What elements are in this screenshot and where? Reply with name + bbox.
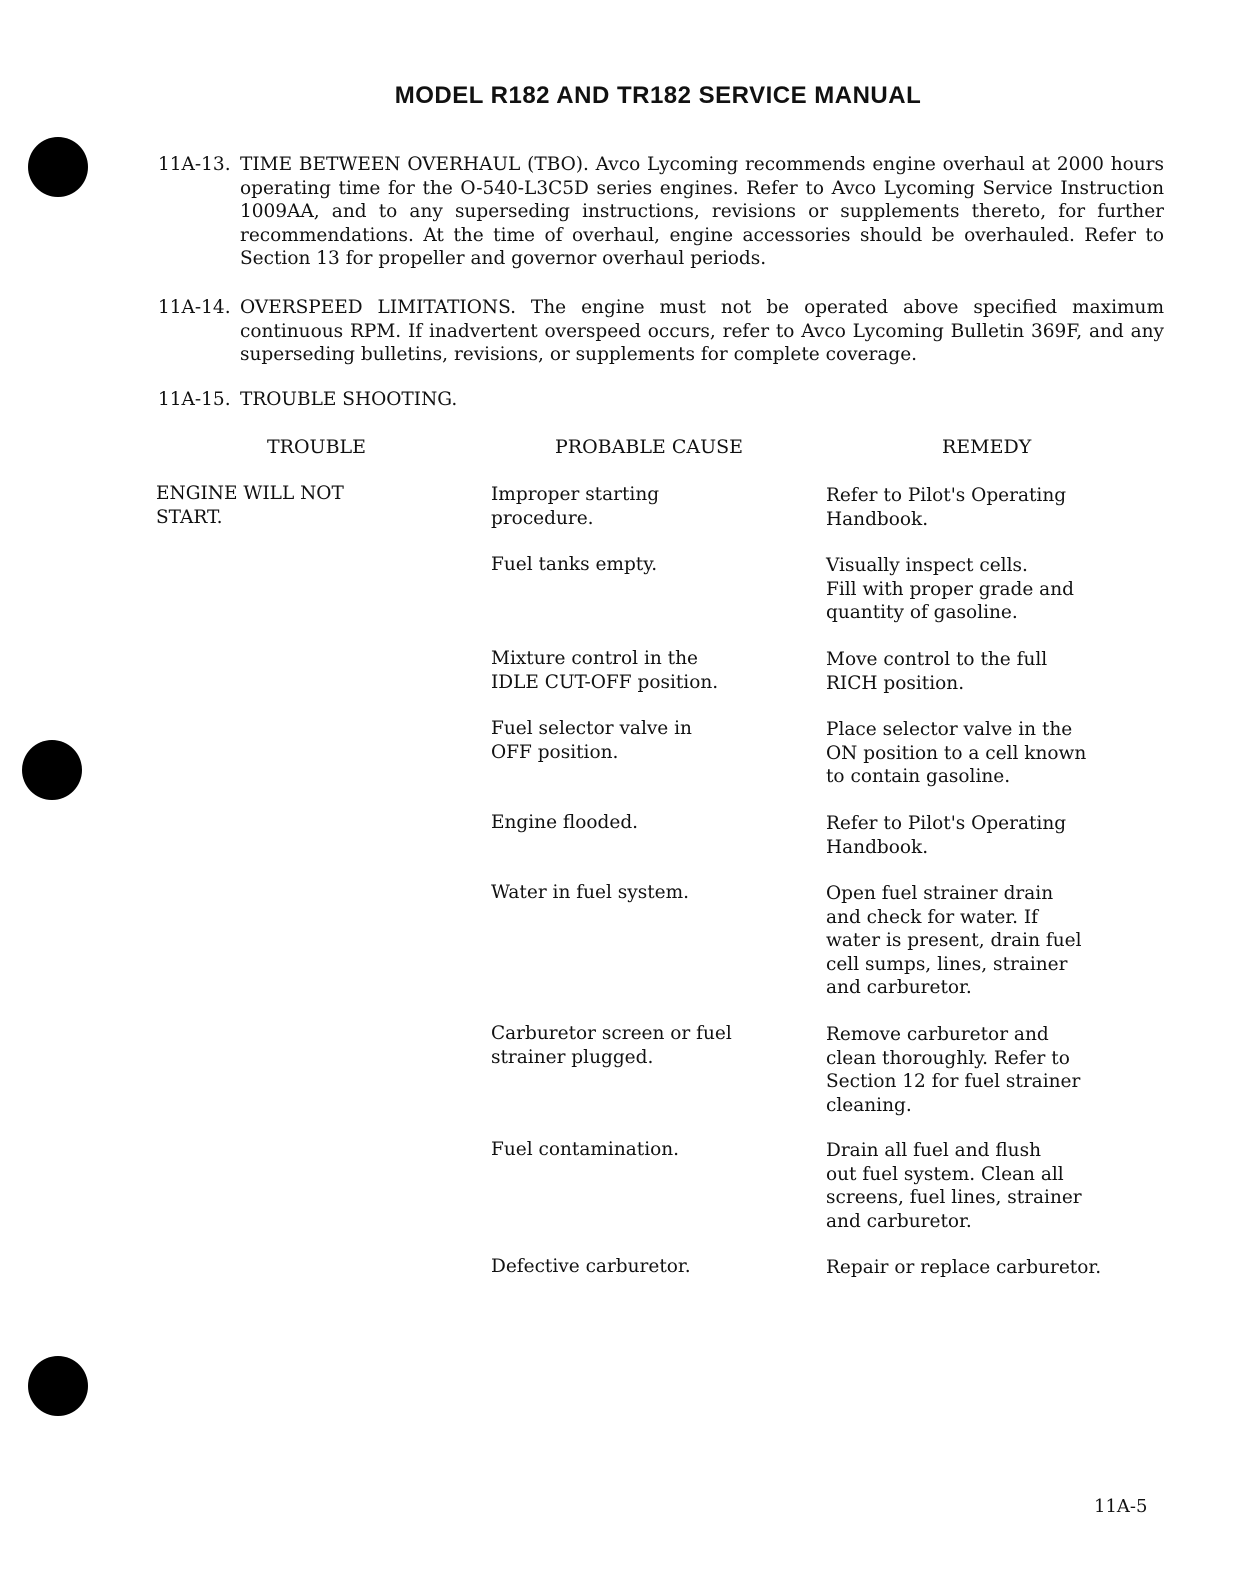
remedy-line: Handbook. bbox=[826, 836, 929, 858]
header-probable-cause: PROBABLE CAUSE bbox=[555, 436, 743, 458]
binder-hole-top bbox=[28, 137, 88, 197]
cause-cell bbox=[491, 881, 791, 905]
remedy-line: quantity of gasoline. bbox=[826, 602, 1018, 623]
remedy-line: Fill with proper grade and bbox=[826, 578, 1074, 600]
cause-line: Fuel selector valve in bbox=[491, 718, 692, 739]
remedy-cell bbox=[826, 882, 1156, 1000]
remedy-line: out fuel system. Clean all bbox=[826, 1163, 1064, 1185]
section-text: TIME BETWEEN OVERHAUL (TBO). Avco Lycoming recommends engine overhaul at 2000 hours operating time for the O-540-L3C5D series engines. Refer to Avco Lycoming Service Instruction 1009AA, and to any superseding instructions, revisions or supplements thereto, for further recommendations. At the time of overhaul, engine accessories should be overhauled. Refer to Section 13 for propeller and governor overhaul periods. bbox=[240, 154, 1164, 269]
cause-cell bbox=[491, 1255, 791, 1279]
remedy-line: Repair or replace carburetor. bbox=[826, 1257, 1102, 1278]
remedy-cell bbox=[826, 648, 1156, 695]
cause-cell bbox=[491, 717, 791, 764]
cause-line: strainer plugged. bbox=[491, 1046, 654, 1068]
remedy-line: Place selector valve in the bbox=[826, 719, 1073, 740]
cause-line: Engine flooded. bbox=[491, 812, 639, 833]
binder-hole-bottom bbox=[28, 1356, 88, 1416]
cause-line: IDLE CUT-OFF position. bbox=[491, 671, 719, 693]
cause-cell bbox=[491, 1138, 791, 1162]
cause-line: OFF position. bbox=[491, 741, 619, 763]
remedy-line: Handbook. bbox=[826, 508, 929, 530]
page-title: MODEL R182 AND TR182 SERVICE MANUAL bbox=[394, 82, 922, 109]
cause-line: procedure. bbox=[491, 507, 594, 529]
cause-cell bbox=[491, 811, 791, 835]
remedy-line: cleaning. bbox=[826, 1094, 912, 1116]
cause-line: Fuel contamination. bbox=[491, 1139, 680, 1160]
remedy-line: and check for water. If bbox=[826, 906, 1039, 928]
remedy-cell bbox=[826, 812, 1156, 859]
section-text: OVERSPEED LIMITATIONS. The engine must not be operated above specified maximum continuous RPM. If inadvertent overspeed occurs, refer to Avco Lycoming Bulletin 369F, and any superseding bulletins, revisions, or supplements for complete coverage. bbox=[240, 297, 1164, 365]
remedy-line: and carburetor. bbox=[826, 1210, 972, 1232]
remedy-line: ON position to a cell known bbox=[826, 742, 1087, 764]
remedy-cell bbox=[826, 554, 1156, 625]
remedy-line: clean thoroughly. Refer to bbox=[826, 1047, 1070, 1069]
section-11a-15 bbox=[158, 388, 1164, 412]
remedy-line: Remove carburetor and bbox=[826, 1024, 1049, 1045]
remedy-cell bbox=[826, 484, 1156, 531]
trouble-line: ENGINE WILL NOT bbox=[156, 483, 344, 504]
remedy-line: Section 12 for fuel strainer bbox=[826, 1071, 1081, 1092]
cause-line: Mixture control in the bbox=[491, 648, 698, 669]
remedy-cell bbox=[826, 718, 1156, 789]
section-text: TROUBLE SHOOTING. bbox=[240, 389, 458, 410]
trouble-line: START. bbox=[156, 506, 223, 528]
remedy-line: cell sumps, lines, strainer bbox=[826, 953, 1068, 975]
remedy-line: Open fuel strainer drain bbox=[826, 883, 1054, 904]
section-number: 11A-14. bbox=[158, 297, 231, 318]
header-remedy: REMEDY bbox=[942, 436, 1032, 458]
cause-cell bbox=[491, 553, 791, 577]
remedy-line: Visually inspect cells. bbox=[826, 555, 1028, 576]
remedy-line: Refer to Pilot's Operating bbox=[826, 485, 1067, 506]
section-11a-14 bbox=[158, 296, 1164, 367]
cause-line: Water in fuel system. bbox=[491, 882, 690, 903]
section-number: 11A-15. bbox=[158, 389, 231, 410]
remedy-cell bbox=[826, 1139, 1156, 1233]
cause-cell bbox=[491, 1022, 791, 1069]
remedy-cell bbox=[826, 1023, 1156, 1117]
remedy-line: screens, fuel lines, strainer bbox=[826, 1187, 1082, 1208]
cause-line: Carburetor screen or fuel bbox=[491, 1023, 732, 1044]
trouble-cell bbox=[156, 482, 416, 529]
section-number: 11A-13. bbox=[158, 154, 231, 175]
remedy-line: Drain all fuel and flush bbox=[826, 1140, 1041, 1161]
remedy-line: Move control to the full bbox=[826, 649, 1048, 670]
remedy-line: water is present, drain fuel bbox=[826, 930, 1082, 951]
remedy-cell bbox=[826, 1256, 1156, 1280]
cause-line: Fuel tanks empty. bbox=[491, 554, 658, 575]
remedy-line: to contain gasoline. bbox=[826, 766, 1011, 787]
page-number: 11A-5 bbox=[1094, 1496, 1148, 1517]
remedy-line: Refer to Pilot's Operating bbox=[826, 813, 1067, 834]
cause-line: Defective carburetor. bbox=[491, 1256, 691, 1277]
header-trouble: TROUBLE bbox=[267, 436, 367, 458]
section-11a-13 bbox=[158, 153, 1164, 271]
cause-cell bbox=[491, 647, 791, 694]
binder-hole-middle bbox=[22, 740, 82, 800]
cause-cell bbox=[491, 483, 791, 530]
cause-line: Improper starting bbox=[491, 484, 660, 505]
remedy-line: RICH position. bbox=[826, 672, 965, 694]
remedy-line: and carburetor. bbox=[826, 977, 972, 998]
